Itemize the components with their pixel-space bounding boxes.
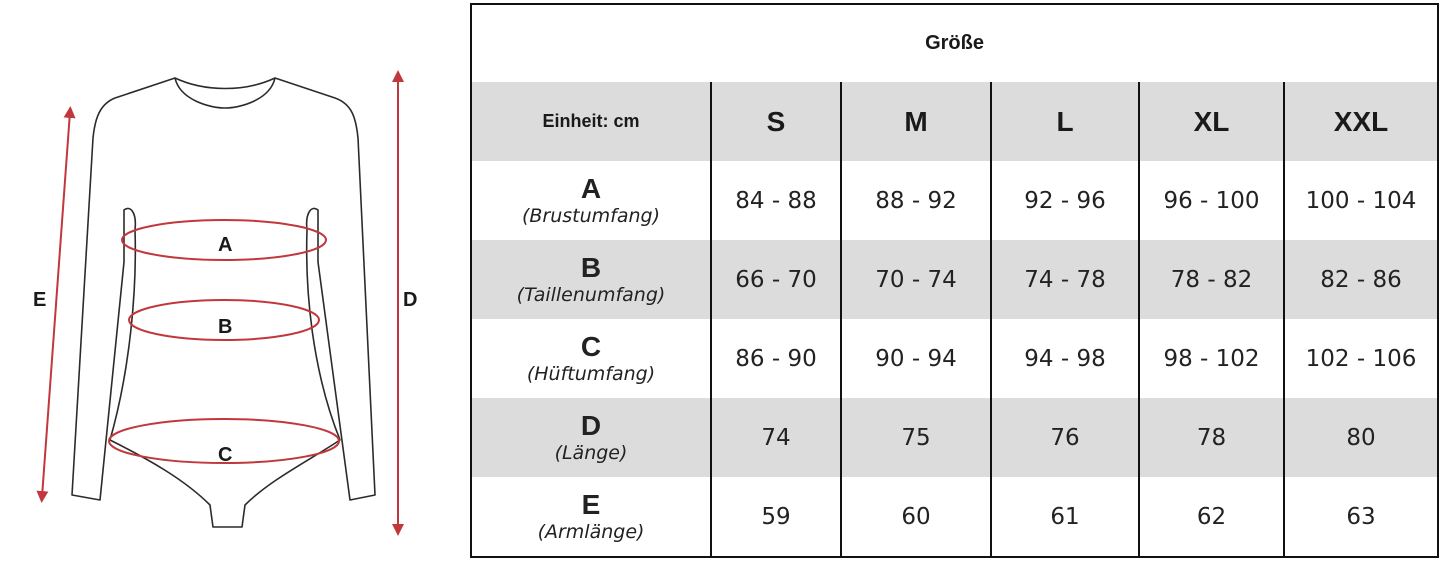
table-cell: 88 - 92: [841, 161, 991, 240]
table-cell: 63: [1284, 477, 1438, 557]
table-row: [471, 161, 1438, 240]
row-description: (Hüftumfang): [526, 362, 656, 385]
unit-label: Einheit: cm: [471, 82, 711, 161]
row-letter: A: [580, 172, 602, 204]
table-cell: 98 - 102: [1139, 319, 1284, 398]
row-description: (Brustumfang): [521, 204, 661, 227]
table-cell: 75: [841, 398, 991, 477]
table-cell: 76: [991, 398, 1139, 477]
table-row: [471, 240, 1438, 319]
table-title-row: [471, 4, 1438, 82]
table-cell: 92 - 96: [991, 161, 1139, 240]
row-label: [471, 240, 711, 319]
table-title: Größe: [471, 4, 1438, 82]
row-label: [471, 319, 711, 398]
label-c: C: [218, 444, 233, 466]
row-letter: C: [580, 330, 602, 362]
row-letter: E: [581, 488, 601, 520]
table-row: [471, 319, 1438, 398]
table-cell: 80: [1284, 398, 1438, 477]
table-cell: 59: [711, 477, 841, 557]
table-row: [471, 398, 1438, 477]
size-chart-table: [470, 3, 1439, 558]
size-header-m: M: [841, 82, 991, 161]
size-header-xl: XL: [1139, 82, 1284, 161]
table-cell: 78: [1139, 398, 1284, 477]
bodysuit-measurement-diagram: [0, 0, 470, 565]
row-letter: B: [580, 251, 602, 283]
table-cell: 84 - 88: [711, 161, 841, 240]
row-description: (Länge): [554, 441, 628, 464]
row-label: [471, 477, 711, 557]
row-label: [471, 398, 711, 477]
table-cell: 82 - 86: [1284, 240, 1438, 319]
table-cell: 90 - 94: [841, 319, 991, 398]
table-cell: 94 - 98: [991, 319, 1139, 398]
table-cell: 62: [1139, 477, 1284, 557]
table-cell: 100 - 104: [1284, 161, 1438, 240]
row-description: (Taillenumfang): [516, 283, 666, 306]
table-cell: 74 - 78: [991, 240, 1139, 319]
table-row: [471, 477, 1438, 557]
row-description: (Armlänge): [537, 520, 645, 543]
table-cell: 61: [991, 477, 1139, 557]
label-e: E: [33, 289, 47, 311]
table-cell: 86 - 90: [711, 319, 841, 398]
size-header-s: S: [711, 82, 841, 161]
table-cell: 70 - 74: [841, 240, 991, 319]
table-cell: 74: [711, 398, 841, 477]
table-cell: 102 - 106: [1284, 319, 1438, 398]
label-b: B: [218, 316, 233, 338]
table-header-row: [471, 82, 1438, 161]
table-cell: 60: [841, 477, 991, 557]
size-header-xxl: XXL: [1284, 82, 1438, 161]
label-d: D: [403, 289, 418, 311]
measurement-rings: [109, 220, 339, 463]
table-cell: 66 - 70: [711, 240, 841, 319]
label-a: A: [218, 234, 233, 256]
row-letter: D: [580, 409, 602, 441]
size-header-l: L: [991, 82, 1139, 161]
table-cell: 96 - 100: [1139, 161, 1284, 240]
row-label: [471, 161, 711, 240]
table-cell: 78 - 82: [1139, 240, 1284, 319]
